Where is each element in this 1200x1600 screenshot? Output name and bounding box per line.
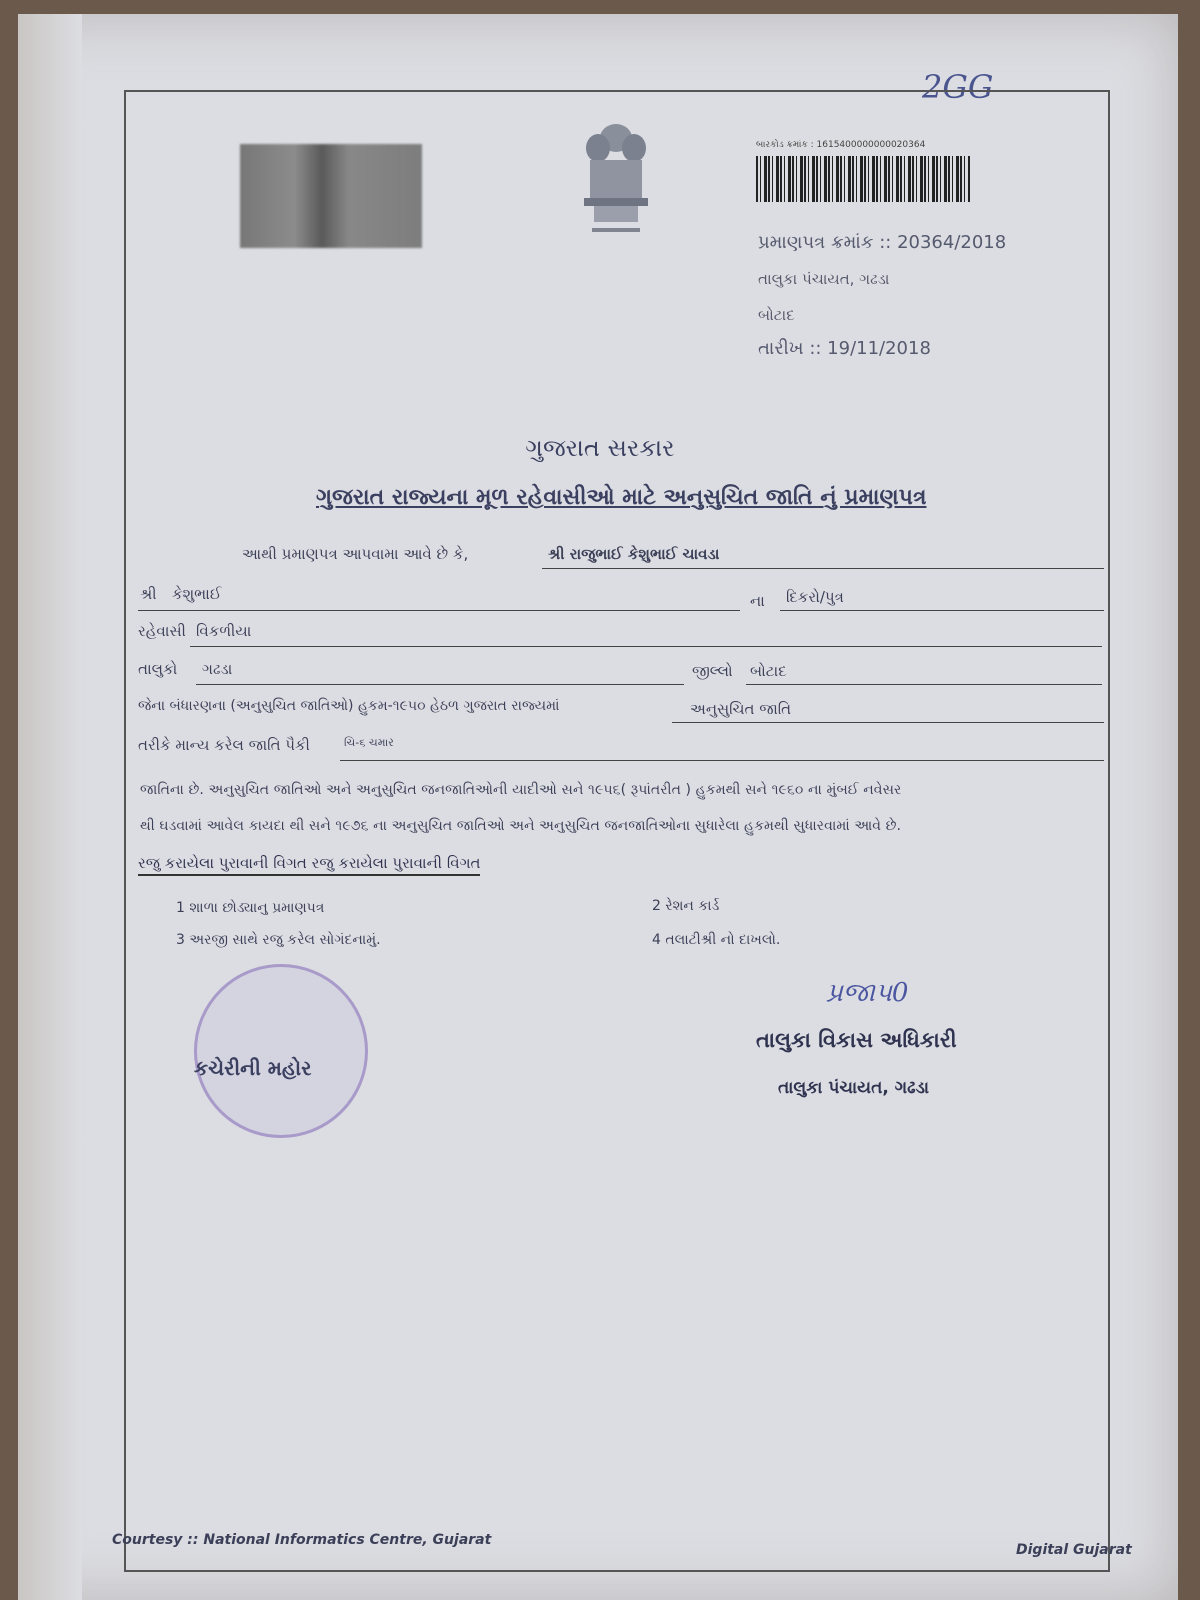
father-line [138,610,740,611]
issuing-office: તાલુકા પંચાયત, ગઢડા [758,270,890,288]
barcode [756,156,970,202]
caste-line [340,760,1104,761]
officer-title: તાલુકા વિકાસ અધિકારી [756,1028,957,1052]
taluka-value: ગઢડા [202,660,233,678]
paragraph-line-1: જાતિના છે. અનુસુચિત જાતિઓ અને અનુસુચિત જનજાતિઓની યાદીઓ સને ૧૯૫૬( રૂપાંતરીત ) હુકમથી સને ૧૯૬૦ ના મુંબઈ નવેસર [140,782,902,798]
footer-courtesy: Courtesy :: National Informatics Centre, Gujarat [112,1532,492,1548]
officer-signature: પ્રજાપ0 [826,978,909,1008]
taluka-line [196,684,684,685]
officer-office: તાલુકા પંચાયત, ગઢડા [778,1078,930,1098]
footer-digital-gujarat: Digital Gujarat [1016,1542,1132,1558]
caste-label: તરીકે માન્ય કરેલ જાતિ પૈકી [138,736,310,754]
district-value: બોટાદ [750,662,787,680]
document-item-1: 1 શાળા છોડ્યાનુ પ્રમાણપત્ર [176,900,325,916]
resident-line [190,646,1102,647]
category-value: અનુસુચિત જાતિ [690,700,792,718]
caste-value: ચિ-૬ ચમાર [344,736,394,749]
document-title: ગુજરાત સરકાર [525,434,675,462]
barcode-number: બારકોડ ક્રમાંક : 1615400000000020364 [756,140,926,150]
seal-text: કચેરીની મહોર [194,1056,312,1080]
document-item-2: 2 રેશન કાર્ડ [652,898,720,914]
district-line [746,684,1102,685]
issue-date: તારીખ :: 19/11/2018 [758,338,931,359]
relation-line [780,610,1104,611]
applicant-line [542,568,1104,569]
document-item-4: 4 તલાટીશ્રી નો દાખલો. [652,932,781,948]
intro-text: આથી પ્રમાણપત્ર આપવામા આવે છે કે, [242,545,469,563]
category-line [672,722,1104,723]
applicant-name: શ્રી રાજુભાઈ કેશુભાઈ ચાવડા [548,545,720,563]
resident-label: રહેવાસી [138,622,186,640]
national-emblem-icon [572,116,660,246]
father-name: કેશુભાઈ [172,585,222,603]
proof-heading: રજુ કરાયેલા પુરાવાની વિગત રજુ કરાયેલા પુરાવાની વિગત [138,854,480,876]
paragraph-line-2: થી ઘડવામાં આવેલ કાયદા થી સને ૧૯૭૬ ના અનુસુચિત જાતિઓ અને અનુસુચિત જનજાતિઓના સુધારેલા હુકમથી સુધારવામાં આવે છે. [140,818,902,834]
father-prefix: શ્રી [140,585,157,603]
district-label: જીલ્લો [692,662,733,680]
issuing-district: બોટાદ [758,306,795,324]
relation-prefix: ના [750,592,765,610]
office-seal-stamp [194,964,368,1138]
document-item-3: 3 અરજી સાથે રજુ કરેલ સોગંદનામું. [176,932,381,948]
certificate-number: પ્રમાણપત્ર ક્રમાંક :: 20364/2018 [758,232,1007,253]
resident-village: વિકળીયા [196,622,252,640]
applicant-photo [240,144,422,248]
taluka-label: તાલુકો [138,660,178,678]
paper-edge [18,14,82,1600]
document-subtitle: ગુજરાત રાજ્યના મૂળ રહેવાસીઓ માટે અનુસુચિત જાતિ નું પ્રમાણપત્ર [316,485,927,510]
handwritten-number: 2GG [922,68,994,106]
constitution-order-text: જેના બંધારણના (અનુસુચિત જાતિઓ) હુકમ-૧૯૫૦ હેઠળ ગુજરાત રાજ્યમાં [138,698,560,714]
relation: દિકરો/પુત્ર [786,588,844,606]
